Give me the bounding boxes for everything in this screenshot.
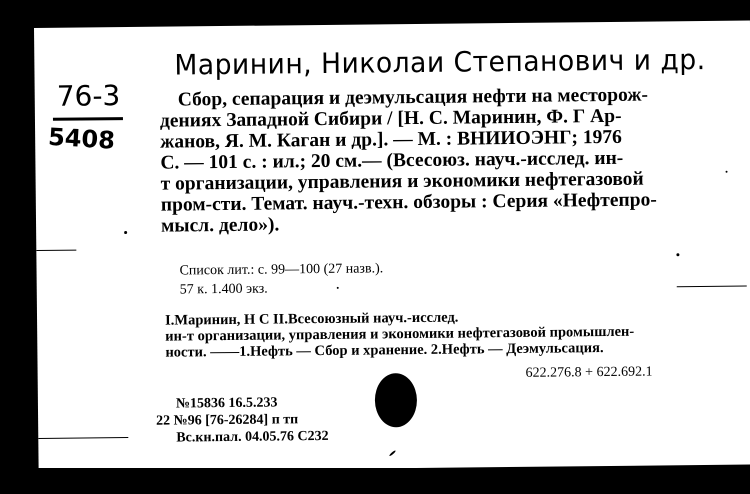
punch-hole [375,373,418,427]
scan-speck [726,171,728,173]
bibliography-note: Список лит.: с. 99—100 (27 назв.). [179,261,384,279]
scan-speck [337,287,339,289]
imprint-line-2: 22 №96 [76-26284] п тп [156,412,299,429]
imprint-line-1: №15836 16.5.233 [175,395,278,412]
scan-speck [124,231,127,234]
tracing-line-2: ин-т организации, управления и экономики нефтегазовой промышлен- [165,323,635,345]
main-entry-line-5: т организации, управления и экономики нефтегазовой [160,168,644,195]
main-entry-line-6: пром-сти. Темат. науч.-техн. обзоры : Серия «Нефтепро- [160,189,657,216]
call-number-divider [53,117,123,121]
main-entry-line-4: С. — 101 с. : ил.; 20 см.— (Всесоюз. науч.-исслед. ин- [160,147,624,174]
main-entry-line-7: мысл. дело»). [160,214,280,237]
scan-line [36,250,76,251]
scan-speck [389,450,396,457]
tracing-line-3: ности. ——1.Нефть — Сбор и хранение. 2.Нефть — Деэмульсация. [165,340,604,361]
price-and-circulation: 57 к. 1.400 экз. [179,281,268,298]
main-entry-line-1: Сбор, сепарация и деэмульсация нефти на месторож- [177,84,649,111]
call-number-bottom: 5408 [47,122,116,155]
main-entry-line-2: дениях Западной Сибири / [Н. С. Маринин, Ф. Г Ар- [159,105,622,132]
call-number-top: 76-3 [56,79,121,113]
scan-line [38,437,128,439]
scan-speck [676,253,679,256]
classification-index: 622.276.8 + 622.692.1 [525,364,653,381]
catalog-card [34,21,750,472]
handwritten-author-heading: Маринин, Николаи Степанович и др. [174,42,706,82]
tracing-line-1: I.Маринин, Н С II.Всесоюзный науч.-исслед. [164,309,459,329]
main-entry-line-3: жанов, Я. М. Каган и др.]. — М. : ВНИИОЭНГ; 1976 [160,126,622,153]
scan-line [677,286,747,288]
imprint-line-3: Вс.кн.пал. 04.05.76 С232 [176,428,329,446]
scan-bottom-border [0,468,750,494]
